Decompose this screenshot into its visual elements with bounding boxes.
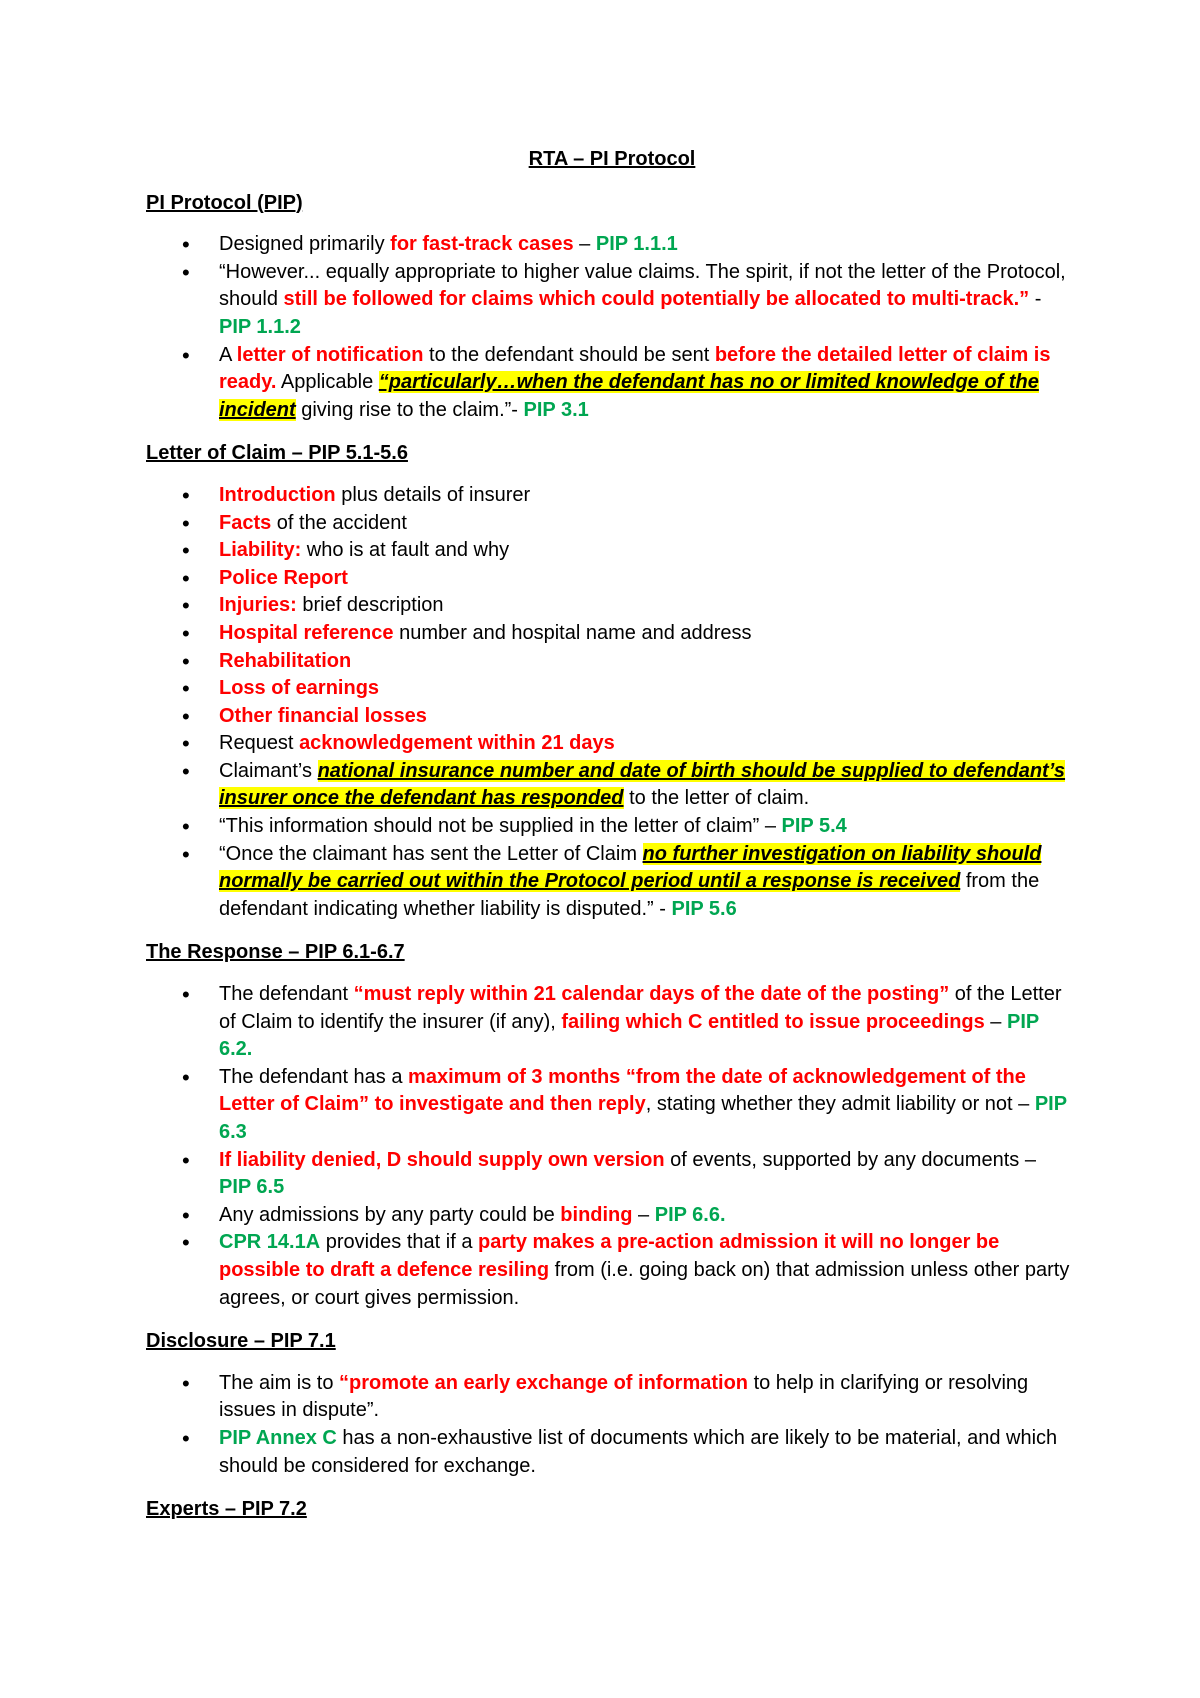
body-text: to the defendant should be sent	[423, 343, 715, 366]
body-text: Designed primarily	[219, 233, 391, 256]
bullet-item	[146, 1202, 1070, 1230]
emphasis-text: still be followed for claims which could potentially be allocated to multi-track.”	[283, 288, 1030, 311]
bullet-item	[146, 813, 1070, 841]
bullet-item	[146, 482, 1070, 510]
emphasis-text: party makes a pre-action admission it will no longer be possible to draft a defence resiling	[219, 1231, 1000, 1281]
reference-text: PIP 6.3	[219, 1093, 1067, 1143]
section-heading: Experts – PIP 7.2	[146, 1498, 307, 1521]
emphasis-text: Loss of earnings	[219, 677, 380, 700]
bullet-item	[146, 592, 1070, 620]
bullet-item	[146, 537, 1070, 565]
body-text: –	[984, 1010, 1007, 1033]
bullet-item	[146, 1229, 1070, 1312]
body-text: The defendant has a	[219, 1065, 409, 1088]
body-text: provides that if a	[320, 1231, 479, 1254]
body-text: to the letter of claim.	[623, 787, 810, 810]
emphasis-text: binding	[560, 1203, 633, 1226]
reference-text: PIP 6.6.	[654, 1203, 726, 1226]
body-text: Request	[219, 732, 300, 755]
body-text: “However... equally appropriate to higher value claims. The spirit, if not the letter of the Protocol, should	[219, 260, 1066, 311]
body-text: number and hospital name and address	[393, 621, 752, 644]
document-body	[146, 190, 1070, 1524]
bullet-item	[146, 648, 1070, 676]
body-text: of the accident	[271, 511, 407, 534]
section-heading: Letter of Claim – PIP 5.1-5.6	[146, 442, 408, 465]
bullet-item	[146, 342, 1070, 425]
bullet-item	[146, 565, 1070, 593]
bullet-item	[146, 675, 1070, 703]
body-text: The defendant	[219, 983, 354, 1006]
reference-text: PIP 3.1	[523, 398, 589, 421]
bullet-list	[146, 482, 1070, 924]
body-text: “This information should not be supplied in the letter of claim” –	[219, 815, 782, 838]
reference-text: PIP 1.1.2	[219, 315, 301, 338]
bullet-item	[146, 841, 1070, 924]
body-text: from the defendant indicating whether liability is disputed.” -	[219, 870, 1040, 920]
bullet-item	[146, 730, 1070, 758]
body-text: brief description	[296, 594, 444, 617]
bullet-item	[146, 1064, 1070, 1147]
body-text: plus details of insurer	[335, 483, 531, 506]
emphasis-text: Introduction	[219, 483, 336, 506]
body-text: from (i.e. going back on) that admission unless other party agrees, or court gives permission.	[219, 1258, 1070, 1309]
body-text: of the Letter of Claim to identify the insurer (if any),	[219, 983, 1062, 1033]
body-text: -	[1029, 288, 1042, 311]
body-text: giving rise to the claim.”-	[295, 398, 524, 421]
emphasis-text: “must reply within 21 calendar days of the date of the posting”	[353, 983, 950, 1006]
body-text: has a non-exhaustive list of documents which are likely to be material, and which should be considered for exchange.	[219, 1426, 1058, 1477]
emphasis-text: If liability denied, D should supply own version	[219, 1148, 665, 1171]
reference-text: CPR 14.1A	[219, 1231, 321, 1254]
bullet-list	[146, 981, 1070, 1312]
bullet-item	[146, 703, 1070, 731]
bullet-item	[146, 981, 1070, 1064]
body-text: who is at fault and why	[301, 539, 510, 562]
body-text: of events, supported by any documents –	[664, 1148, 1036, 1171]
emphasis-text: Other financial losses	[219, 704, 427, 727]
emphasis-text: maximum of 3 months “from the date of acknowledgement of the Letter of Claim” to investigate and then reply	[219, 1065, 1026, 1116]
emphasis-text: Rehabilitation	[219, 649, 352, 672]
bullet-item	[146, 510, 1070, 538]
bullet-item	[146, 1425, 1070, 1480]
reference-text: PIP 5.6	[671, 897, 737, 920]
body-text: to help in clarifying or resolving issues in dispute”.	[219, 1371, 1029, 1422]
reference-text: PIP 5.4	[781, 815, 847, 838]
bullet-item	[146, 259, 1070, 342]
body-text: The aim is to	[219, 1371, 340, 1394]
emphasis-text: failing which C entitled to issue proceedings	[561, 1010, 985, 1033]
emphasis-text: Injuries:	[219, 594, 297, 617]
body-text: “Once the claimant has sent the Letter of Claim	[219, 842, 643, 865]
document-title: RTA – PI Protocol	[528, 148, 696, 170]
highlighted-quote: no further investigation on liability should normally be carried out within the Protocol period until a response is received	[219, 842, 1042, 893]
section-heading: PI Protocol (PIP)	[146, 191, 303, 214]
reference-text: PIP 6.5	[219, 1176, 285, 1199]
emphasis-text: letter of notification	[236, 343, 424, 366]
bullet-item	[146, 620, 1070, 648]
section-heading: Disclosure – PIP 7.1	[146, 1330, 336, 1353]
emphasis-text: before the detailed letter of claim is ready.	[219, 343, 1051, 394]
bullet-item	[146, 1147, 1070, 1202]
body-text: Applicable	[276, 371, 379, 394]
emphasis-text: for fast-track cases	[390, 233, 574, 256]
section-heading: The Response – PIP 6.1-6.7	[146, 941, 405, 964]
highlighted-quote: “particularly…when the defendant has no or limited knowledge of the incident	[219, 371, 1039, 421]
body-text: , stating whether they admit liability or not –	[645, 1093, 1035, 1116]
reference-text: PIP Annex C	[219, 1426, 337, 1449]
body-text: –	[632, 1203, 655, 1226]
bullet-list	[146, 1370, 1070, 1480]
emphasis-text: acknowledgement within 21 days	[299, 732, 615, 755]
reference-text: PIP 6.2.	[219, 1010, 1039, 1061]
emphasis-text: Hospital reference	[219, 621, 394, 644]
emphasis-text: “promote an early exchange of information	[339, 1371, 749, 1394]
bullet-item	[146, 758, 1070, 813]
bullet-item	[146, 231, 1070, 259]
emphasis-text: Liability:	[219, 539, 302, 562]
body-text: –	[573, 233, 596, 256]
body-text: Claimant’s	[219, 759, 318, 782]
body-text: Any admissions by any party could be	[219, 1203, 561, 1226]
body-text: A	[219, 343, 237, 366]
emphasis-text: Police Report	[219, 566, 348, 589]
emphasis-text: Facts	[219, 511, 272, 534]
bullet-item	[146, 1370, 1070, 1425]
bullet-list	[146, 231, 1070, 424]
highlighted-quote: national insurance number and date of birth should be supplied to defendant’s insurer once the defendant has responded	[219, 759, 1066, 810]
reference-text: PIP 1.1.1	[595, 233, 678, 256]
